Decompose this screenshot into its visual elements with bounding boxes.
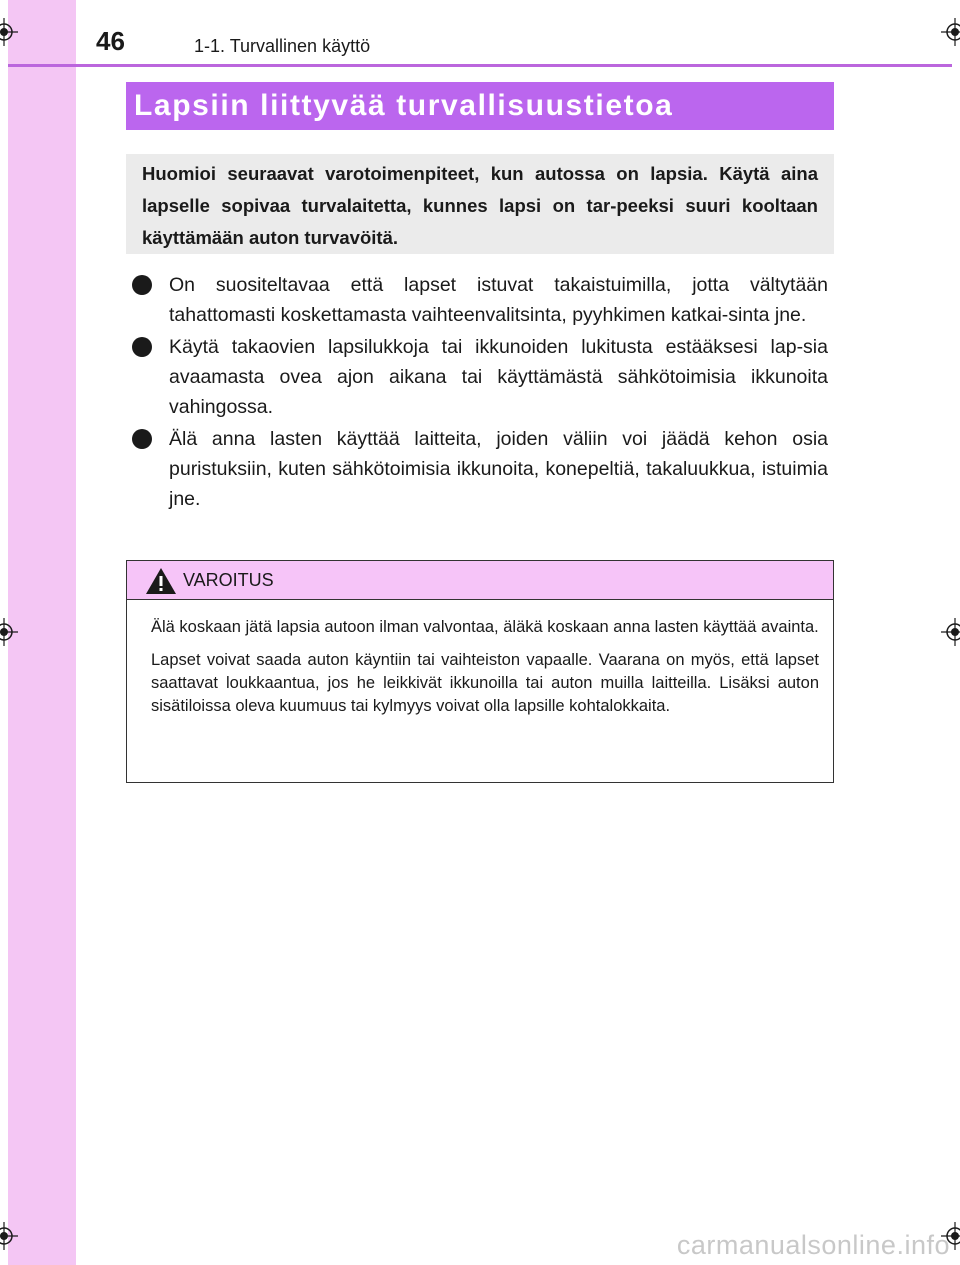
bullet-icon: [132, 275, 152, 295]
registration-mark-icon: [0, 18, 18, 46]
warning-header: [127, 561, 833, 600]
bullet-icon: [132, 337, 152, 357]
page-title: Lapsiin liittyvää turvallisuustietoa: [134, 89, 674, 122]
header-rule: [8, 64, 952, 67]
registration-mark-icon: [0, 1222, 18, 1250]
warning-box: [126, 560, 834, 783]
warning-triangle-icon: [145, 567, 177, 595]
registration-mark-icon: [0, 618, 18, 646]
page-number: 46: [96, 26, 125, 56]
registration-mark-icon: [941, 618, 960, 646]
warning-body: [127, 600, 833, 718]
warning-label: VAROITUS: [183, 570, 274, 590]
list-item: [130, 270, 828, 330]
warning-paragraph: Älä koskaan jätä lapsia autoon ilman valvontaa, äläkä koskaan anna lasten käyttää avainta.: [151, 618, 819, 636]
bullet-icon: [132, 429, 152, 449]
warning-paragraph: Lapset voivat saada auton käyntiin tai vaihteiston vapaalle. Vaarana on myös, että lapset saattavat loukkaantua, jos he leikkivät ikkunoilla tai auton muilla laitteilla. Lisäksi auton sisätiloissa oleva kuumuus tai kylmyys voivat olla lapsille kohtalokkaita.: [151, 651, 819, 715]
bullet-list: [130, 270, 828, 516]
list-item-text: On suositeltavaa että lapset istuvat takaistuimilla, jotta vältytään tahattomasti koskettamasta vaihteenvalitsinta, pyyhkimen katkai-sinta jne.: [169, 274, 828, 326]
list-item: [130, 424, 828, 514]
list-item: [130, 332, 828, 422]
side-strip: [8, 0, 76, 1265]
watermark: carmanualsonline.info: [676, 1230, 950, 1260]
section-title: 1-1. Turvallinen käyttö: [194, 36, 371, 56]
title-bar: [126, 82, 834, 130]
registration-mark-icon: [941, 18, 960, 46]
intro-box: [126, 154, 834, 254]
intro-text: Huomioi seuraavat varotoimenpiteet, kun autossa on lapsia. Käytä aina lapselle sopivaa turvalaitetta, kunnes lapsi on tar-peeksi suuri kooltaan käyttämään auton turvavöitä.: [142, 163, 818, 248]
list-item-text: Käytä takaovien lapsilukkoja tai ikkunoiden lukitusta estääksesi lap-sia avaamasta ovea ajon aikana tai käyttämästä sähkötoimisia ikkunoita vahingossa.: [169, 336, 828, 418]
list-item-text: Älä anna lasten käyttää laitteita, joiden väliin voi jäädä kehon osia puristuksiin, kuten sähkötoimisia ikkunoita, konepeltiä, takaluukkua, istuimia jne.: [169, 428, 828, 510]
